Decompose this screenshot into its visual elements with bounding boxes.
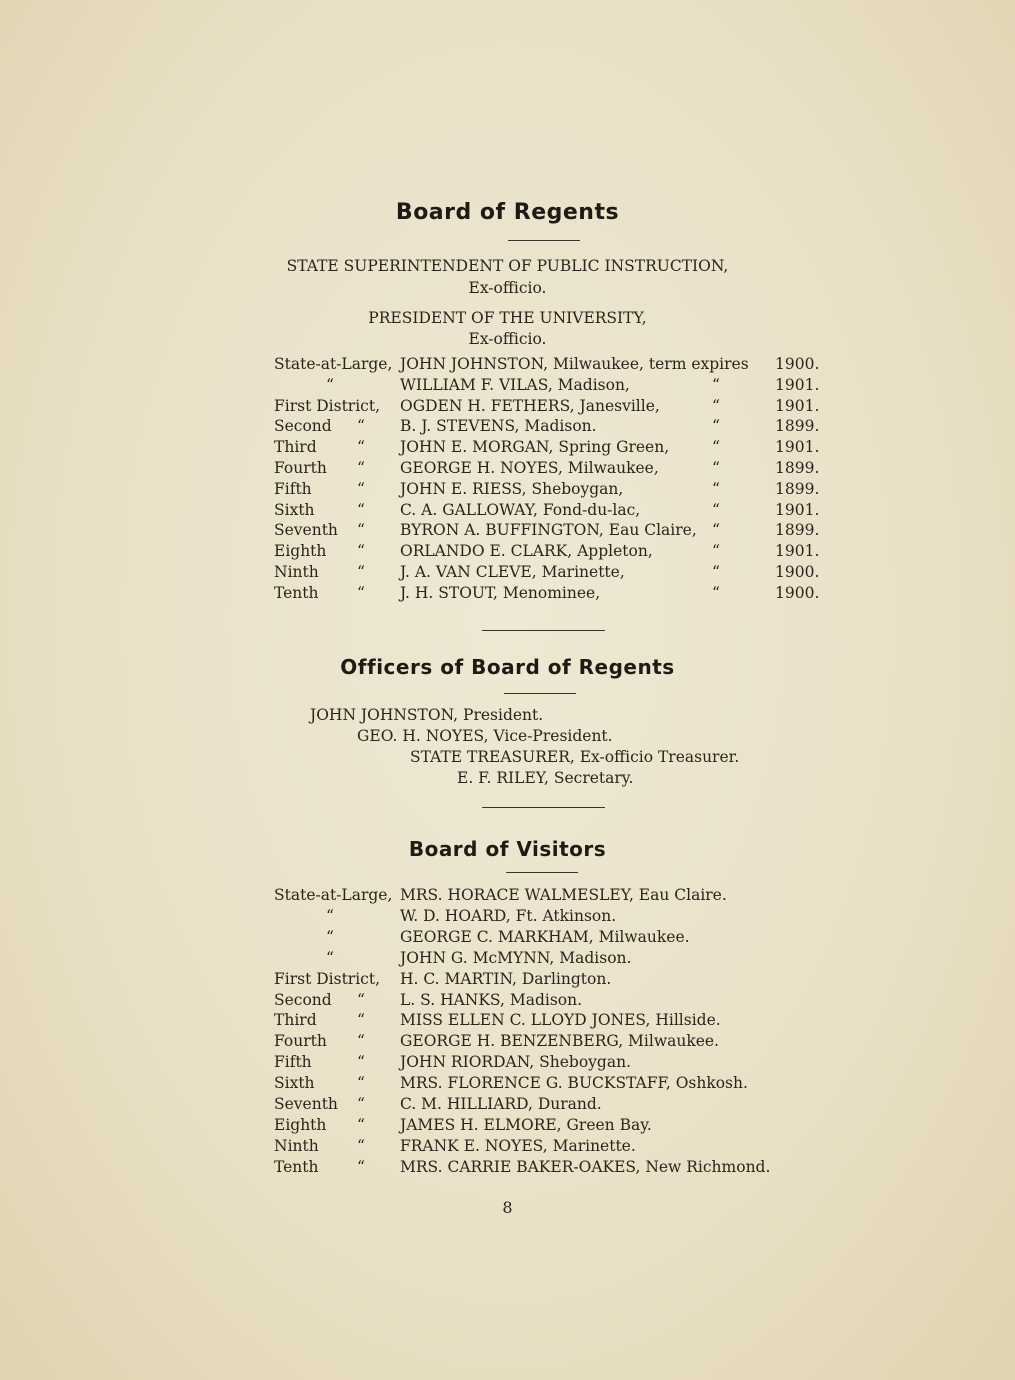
regent-row xyxy=(0,376,1015,397)
regents-heading: Board of Regents xyxy=(395,200,620,225)
regent-row xyxy=(0,563,1015,584)
district-label: State-at-Large, xyxy=(274,886,393,904)
ditto-mark: “ xyxy=(357,1136,365,1155)
ex-officio-note-2: Ex-officio. xyxy=(468,330,547,348)
term-year: 1901. xyxy=(775,500,820,519)
visitor-name: C. M. HILLIARD, Durand. xyxy=(400,1095,602,1113)
district-label: Fifth xyxy=(274,1053,312,1072)
regent-name: JOHN JOHNSTON, Milwaukee, term expires xyxy=(400,355,749,373)
district-label: First District, xyxy=(274,969,381,988)
district-label: Fifth xyxy=(274,479,312,498)
regent-row xyxy=(0,417,1015,438)
ditto-mark: “ xyxy=(326,927,334,946)
ditto-mark: “ xyxy=(357,1115,365,1134)
visitor-name: JOHN RIORDAN, Sheboygan. xyxy=(400,1053,632,1072)
district-label: Ninth xyxy=(274,1136,319,1155)
officer-vice-president: GEO. H. NOYES, Vice-President. xyxy=(357,727,613,745)
visitor-row xyxy=(0,1011,1015,1032)
regent-row xyxy=(0,501,1015,522)
visitor-row xyxy=(0,886,1015,907)
district-label: Third xyxy=(274,438,317,457)
ditto-mark: “ xyxy=(712,438,720,457)
district-label: Tenth xyxy=(274,583,319,602)
visitor-row xyxy=(0,1032,1015,1053)
visitor-name: L. S. HANKS, Madison. xyxy=(400,990,583,1009)
visitor-row xyxy=(0,907,1015,928)
visitor-row xyxy=(0,970,1015,991)
term-year: 1900. xyxy=(775,355,820,373)
ditto-mark: “ xyxy=(357,438,365,457)
visitor-row xyxy=(0,1074,1015,1095)
ditto-mark: “ xyxy=(357,1032,365,1051)
officer-treasurer: STATE TREASURER, Ex-officio Treasurer. xyxy=(410,748,740,766)
term-year: 1901. xyxy=(775,542,820,561)
ditto-mark: “ xyxy=(326,948,334,967)
regent-row xyxy=(0,521,1015,542)
district-label: Tenth xyxy=(274,1157,319,1176)
term-year: 1899. xyxy=(775,459,820,477)
ditto-mark: “ xyxy=(712,375,720,394)
ditto-mark: “ xyxy=(712,542,720,561)
visitor-name: GEORGE H. BENZENBERG, Milwaukee. xyxy=(400,1032,719,1051)
ditto-mark: “ xyxy=(712,500,720,519)
ex-officio-title-2: PRESIDENT OF THE UNIVERSITY, xyxy=(368,309,647,327)
ditto-mark: “ xyxy=(357,542,365,561)
ditto-mark: “ xyxy=(712,521,720,540)
visitor-row xyxy=(0,1137,1015,1158)
visitor-row xyxy=(0,1053,1015,1074)
regent-name: OGDEN H. FETHERS, Janesville, xyxy=(400,396,660,415)
ditto-mark: “ xyxy=(357,459,365,477)
visitor-row xyxy=(0,1116,1015,1137)
officers-heading: Officers of Board of Regents xyxy=(340,655,675,679)
district-label: Third xyxy=(274,1011,317,1030)
district-label: Eighth xyxy=(274,1115,327,1134)
officer-secretary: E. F. RILEY, Secretary. xyxy=(457,769,634,787)
ditto-mark: “ xyxy=(357,563,365,581)
regent-name: ORLANDO E. CLARK, Appleton, xyxy=(400,542,653,561)
district-label: Fourth xyxy=(274,459,327,477)
term-year: 1900. xyxy=(775,583,820,602)
district-label: Second xyxy=(274,990,332,1009)
regent-name: B. J. STEVENS, Madison. xyxy=(400,417,597,436)
visitor-row xyxy=(0,1095,1015,1116)
regent-name: BYRON A. BUFFINGTON, Eau Claire, xyxy=(400,521,697,540)
regent-name: C. A. GALLOWAY, Fond-du-lac, xyxy=(400,500,641,519)
visitors-heading-rule xyxy=(506,872,578,873)
visitor-row xyxy=(0,928,1015,949)
visitor-name: MISS ELLEN C. LLOYD JONES, Hillside. xyxy=(400,1011,721,1030)
ditto-mark: “ xyxy=(326,906,334,925)
term-year: 1901. xyxy=(775,438,820,457)
district-label: Ninth xyxy=(274,563,319,581)
visitors-heading: Board of Visitors xyxy=(408,837,607,861)
district-label: Eighth xyxy=(274,542,327,561)
district-label: First District, xyxy=(274,396,381,415)
ex-officio-title-1: STATE SUPERINTENDENT OF PUBLIC INSTRUCTION, xyxy=(286,257,729,275)
ditto-mark: “ xyxy=(357,1053,365,1072)
officers-heading-rule xyxy=(504,693,576,694)
regent-name: J. H. STOUT, Menominee, xyxy=(400,583,601,602)
regents-heading-rule xyxy=(508,240,580,241)
visitor-name: JOHN G. McMYNN, Madison. xyxy=(400,948,632,967)
ditto-mark: “ xyxy=(712,563,720,581)
term-year: 1901. xyxy=(775,375,820,394)
regent-name: GEORGE H. NOYES, Milwaukee, xyxy=(400,459,659,477)
district-label: Sixth xyxy=(274,500,315,519)
term-year: 1901. xyxy=(775,396,820,415)
term-year: 1899. xyxy=(775,521,820,540)
ditto-mark: “ xyxy=(357,1157,365,1176)
regent-row xyxy=(0,459,1015,480)
ditto-mark: “ xyxy=(712,479,720,498)
ditto-mark: “ xyxy=(357,990,365,1009)
regent-row xyxy=(0,584,1015,605)
term-year: 1899. xyxy=(775,479,820,498)
ex-officio-note-1: Ex-officio. xyxy=(468,279,547,297)
district-label: Fourth xyxy=(274,1032,327,1051)
district-label: Seventh xyxy=(274,1095,338,1113)
visitor-name: MRS. HORACE WALMESLEY, Eau Claire. xyxy=(400,886,727,904)
ditto-mark: “ xyxy=(712,396,720,415)
term-year: 1900. xyxy=(775,563,820,581)
ditto-mark: “ xyxy=(357,521,365,540)
visitor-row xyxy=(0,949,1015,970)
ditto-mark: “ xyxy=(357,479,365,498)
regent-name: WILLIAM F. VILAS, Madison, xyxy=(400,375,630,394)
section-divider-1 xyxy=(482,630,605,631)
visitor-name: JAMES H. ELMORE, Green Bay. xyxy=(400,1115,652,1134)
regent-name: JOHN E. MORGAN, Spring Green, xyxy=(400,438,670,457)
visitor-row xyxy=(0,991,1015,1012)
ditto-mark: “ xyxy=(712,459,720,477)
visitor-row xyxy=(0,1158,1015,1179)
officer-president: JOHN JOHNSTON, President. xyxy=(310,706,544,724)
visitor-name: FRANK E. NOYES, Marinette. xyxy=(400,1136,636,1155)
ditto-mark: “ xyxy=(357,500,365,519)
regent-row xyxy=(0,355,1015,376)
district-label: Sixth xyxy=(274,1074,315,1093)
ditto-mark: “ xyxy=(326,375,334,394)
regent-row xyxy=(0,542,1015,563)
ditto-mark: “ xyxy=(712,583,720,602)
visitor-name: H. C. MARTIN, Darlington. xyxy=(400,969,612,988)
regent-row xyxy=(0,480,1015,501)
regent-row xyxy=(0,397,1015,418)
ditto-mark: “ xyxy=(357,1074,365,1093)
page-number: 8 xyxy=(502,1198,513,1217)
section-divider-2 xyxy=(482,807,605,808)
regent-row xyxy=(0,438,1015,459)
term-year: 1899. xyxy=(775,417,820,436)
visitor-name: MRS. FLORENCE G. BUCKSTAFF, Oshkosh. xyxy=(400,1074,748,1093)
district-label: Seventh xyxy=(274,521,338,540)
ditto-mark: “ xyxy=(357,1011,365,1030)
visitor-name: MRS. CARRIE BAKER-OAKES, New Richmond. xyxy=(400,1157,771,1176)
visitor-name: W. D. HOARD, Ft. Atkinson. xyxy=(400,906,617,925)
ditto-mark: “ xyxy=(712,417,720,436)
district-label: Second xyxy=(274,417,332,436)
regent-name: J. A. VAN CLEVE, Marinette, xyxy=(400,563,625,581)
visitor-name: GEORGE C. MARKHAM, Milwaukee. xyxy=(400,927,690,946)
ditto-mark: “ xyxy=(357,417,365,436)
regent-name: JOHN E. RIESS, Sheboygan, xyxy=(400,479,624,498)
district-label: State-at-Large, xyxy=(274,355,393,373)
ditto-mark: “ xyxy=(357,1095,365,1113)
ditto-mark: “ xyxy=(357,583,365,602)
